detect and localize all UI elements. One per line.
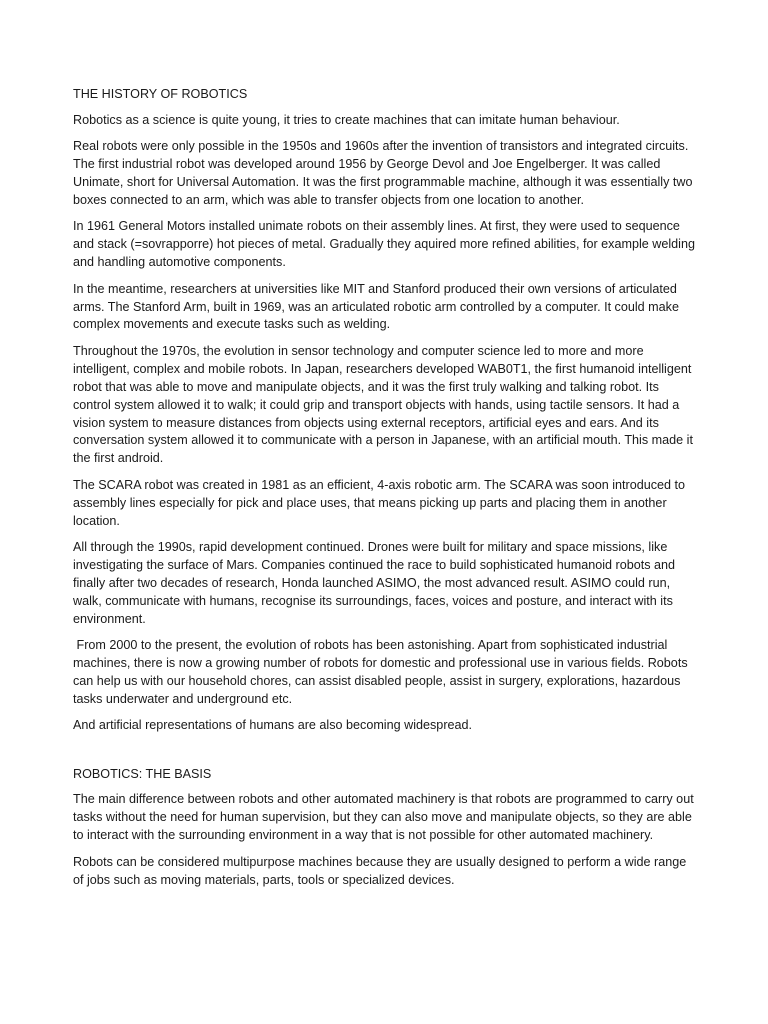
- paragraph: The SCARA robot was created in 1981 as an efficient, 4-axis robotic arm. The SCARA was soon introduced to assembly lines especially for pick and place uses, that means picking up parts and placing them in another location.: [73, 477, 686, 528]
- document-page: [73, 86, 699, 898]
- paragraph: And artificial representations of humans are also becoming widespread.: [73, 718, 473, 733]
- section-heading-history: THE HISTORY OF ROBOTICS: [73, 87, 248, 101]
- paragraph: The main difference between robots and other automated machinery is that robots are programmed to carry out tasks without the need for human supervision, but they can also move and manipulate objects, so they are able to interact with the surrounding environment in a way that is not possible for other automated machinery.: [73, 792, 694, 843]
- paragraph: Robots can be considered multipurpose machines because they are usually designed to perform a wide range of jobs such as moving materials, parts, tools or specialized devices.: [73, 854, 687, 887]
- paragraph: Robotics as a science is quite young, it tries to create machines that can imitate human behaviour.: [73, 112, 620, 127]
- paragraph: In the meantime, researchers at universities like MIT and Stanford produced their own versions of articulated arms. The Stanford Arm, built in 1969, was an articulated robotic arm controlled by a computer. It could make complex movements and execute tasks such as welding.: [73, 281, 679, 332]
- paragraph: All through the 1990s, rapid development continued. Drones were built for military and space missions, like investigating the surface of Mars. Companies continued the race to build sophisticated humanoid robots and finally after two decades of research, Honda launched ASIMO, the most advanced result. ASIMO could run, walk, communicate with humans, recognise its surroundings, faces, voices and posture, and interact with its environment.: [73, 539, 676, 626]
- paragraph: Real robots were only possible in the 1950s and 1960s after the invention of transistors and integrated circuits. The first industrial robot was developed around 1956 by George Devol and Joe Engelberger. It was called Unimate, short for Universal Automation. It was the first programmable machine, although it was essentially two boxes connected to an arm, which was able to transfer objects from one location to another.: [73, 139, 693, 208]
- paragraph: In 1961 General Motors installed unimate robots on their assembly lines. At first, they were used to sequence and stack (=sovrapporre) hot pieces of metal. Gradually they aquired more refined abilities, for example welding and handling automotive components.: [73, 219, 695, 270]
- section-history: [73, 86, 699, 735]
- paragraph: From 2000 to the present, the evolution of robots has been astonishing. Apart from sophisticated industrial machines, there is now a growing number of robots for domestic and professional use in various fields. Robots can help us with our household chores, can assist disabled people, assist in surgery, explorations, hazardous tasks underwater and underground etc.: [73, 637, 692, 706]
- section-basis: [73, 766, 699, 890]
- section-spacer: [73, 744, 699, 766]
- section-heading-basis: ROBOTICS: THE BASIS: [73, 766, 212, 781]
- paragraph: Throughout the 1970s, the evolution in sensor technology and computer science led to more and more intelligent, complex and mobile robots. In Japan, researchers developed WAB0T1, the first humanoid intelligent robot that was able to move and manipulate objects, and it was the first truly walking and talking robot. Its control system allowed it to walk; it could grip and transport objects with hands, using tactile sensors. It had a vision system to measure distances from objects using external receptors, artificial eyes and ears. And its conversation system allowed it to communicate with a person in Japanese, with an artificial mouth. This made it the first android.: [73, 343, 693, 466]
